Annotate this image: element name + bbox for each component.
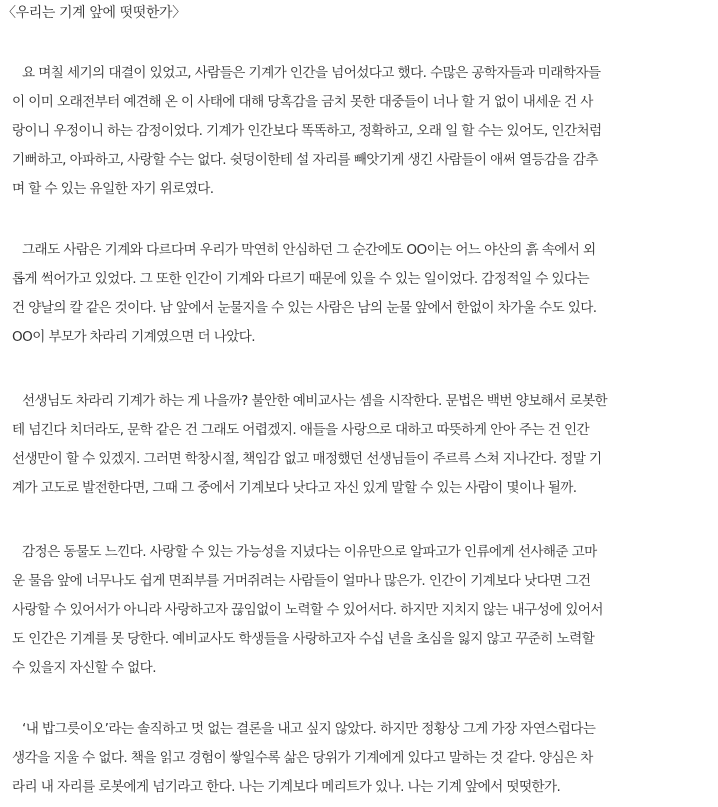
paragraph-line: 감정은 동물도 느낀다. 사랑할 수 있는 가능성을 지녔다는 이유만으로 알파고가 인류에게 선사해준 고마 (22, 544, 597, 560)
paragraph-line: 롭게 썩어가고 있었다. 그 또한 인간이 기계와 다르기 때문에 있을 수 있는 일이었다. 감정적일 수 있다는 (12, 271, 590, 287)
paragraph-2 (12, 236, 712, 352)
essay-title: 〈우리는 기계 앞에 떳떳한가〉 (2, 5, 186, 21)
paragraph-3 (12, 387, 712, 503)
paragraph-5 (12, 715, 712, 802)
paragraph-line: 생각을 지울 수 없다. 책을 읽고 경험이 쌓일수록 삶은 당위가 기계에게 있다고 말하는 것 같다. 양심은 차 (12, 750, 593, 766)
paragraph-line: 라리 내 자리를 로봇에게 넘기라고 한다. 나는 기계보다 메리트가 있나. 나는 기계 앞에서 떳떳한가. (12, 779, 561, 795)
paragraph-line: 이 이미 오래전부터 예견해 온 이 사태에 대해 당혹감을 금치 못한 대중들이 너나 할 거 없이 내세운 건 사 (12, 94, 593, 110)
paragraph-4 (12, 538, 712, 683)
paragraph-line: 운 물음 앞에 너무나도 쉽게 면죄부를 거머쥐려는 사람들이 얼마나 많은가. 인간이 기계보다 낫다면 그건 (12, 573, 591, 589)
paragraph-1 (12, 59, 712, 204)
paragraph-line: OO이 부모가 차라리 기계였으면 더 나았다. (12, 329, 256, 345)
paragraph-line: 선생님도 차라리 기계가 하는 게 나을까? 불안한 예비교사는 셈을 시작한다. 문법은 백번 양보해서 로봇한 (22, 393, 608, 409)
paragraph-line: 그래도 사람은 기계와 다르다며 우리가 막연히 안심하던 그 순간에도 OO이는 어느 야산의 흙 속에서 외 (22, 242, 596, 258)
paragraph-line: ‘내 밥그릇이오’라는 솔직하고 멋 없는 결론을 내고 싶지 않았다. 하지만 정황상 그게 가장 자연스럽다는 (22, 721, 596, 737)
paragraph-line: 랑이니 우정이니 하는 감정이었다. 기계가 인간보다 똑똑하고, 정확하고, 오래 일 할 수는 있어도, 인간처럼 (12, 123, 602, 139)
paragraph-line: 사랑할 수 있어서가 아니라 사랑하고자 끊임없이 노력할 수 있어서다. 하지만 지치지 않는 내구성에 있어서 (12, 602, 603, 618)
paragraph-line: 도 인간은 기계를 못 당한다. 예비교사도 학생들을 사랑하고자 수십 년을 초심을 잃지 않고 꾸준히 노력할 (12, 631, 595, 647)
paragraph-line: 요 며칠 세기의 대결이 있었고, 사람들은 기계가 인간을 넘어섰다고 했다. 수많은 공학자들과 미래학자들 (22, 65, 601, 81)
paragraph-line: 기뻐하고, 아파하고, 사랑할 수는 없다. 쉿덩이한테 설 자리를 빼앗기게 생긴 사람들이 애써 열등감을 감추 (12, 152, 598, 168)
paragraph-line: 테 넘긴다 치더라도, 문학 같은 건 그래도 어렵겠지. 애들을 사랑으로 대하고 따뜻하게 안아 주는 건 인간 (12, 422, 590, 438)
paragraph-line: 선생만이 할 수 있겠지. 그러면 학창시절, 책임감 없고 매정했던 선생님들이 주르륵 스쳐 지나간다. 정말 기 (12, 451, 602, 467)
paragraph-line: 건 양날의 칼 같은 것이다. 남 앞에서 눈물지을 수 있는 사람은 남의 눈물 앞에서 한없이 차가울 수도 있다. (12, 300, 597, 316)
paragraph-line: 계가 고도로 발전한다면, 그때 그 중에서 기계보다 낫다고 자신 있게 말할 수 있는 사람이 몇이나 될까. (12, 480, 577, 496)
paragraph-line: 며 할 수 있는 유일한 자기 위로였다. (12, 181, 214, 197)
paragraph-line: 수 있을지 자신할 수 없다. (12, 660, 156, 676)
